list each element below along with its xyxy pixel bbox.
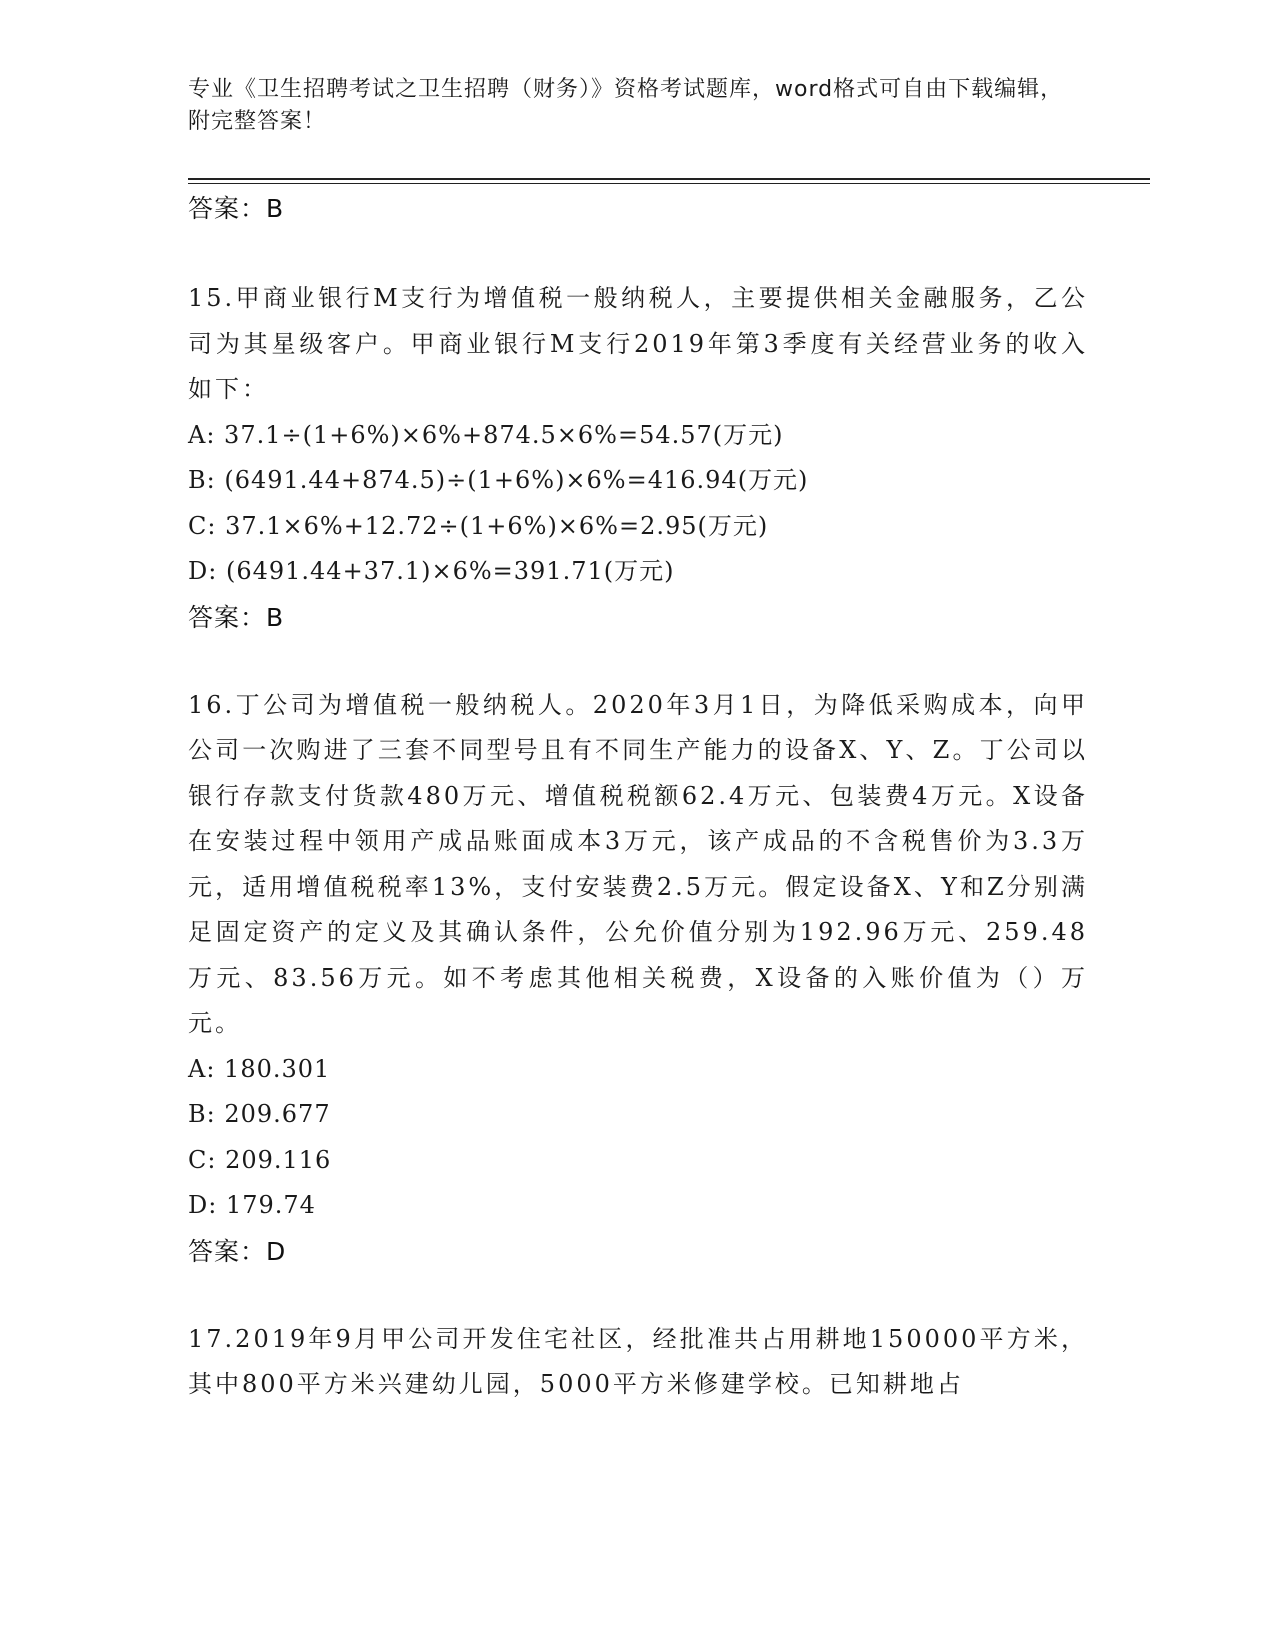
- document-body: [188, 186, 1088, 1408]
- header-divider-thin: [188, 183, 1150, 184]
- option-c: C: 209.116: [188, 1145, 332, 1174]
- question-16: [188, 683, 1088, 1275]
- question-17: [188, 1317, 1088, 1408]
- question-text: 16.丁公司为增值税一般纳税人。2020年3月1日，为降低采购成本，向甲公司一次购进了三套不同型号且有不同生产能力的设备X、Y、Z。丁公司以银行存款支付货款480万元、增值税税额62.4万元、包装费4万元。X设备在安装过程中领用产成品账面成本3万元，该产成品的不含税售价为3.3万元，适用增值税税率13%，支付安装费2.5万元。假定设备X、Y和Z分别满足固定资产的定义及其确认条件，公允价值分别为192.96万元、259.48万元、83.56万元。如不考虑其他相关税费，X设备的入账价值为（）万元。: [188, 690, 1088, 1037]
- option-b: B: (6491.44+874.5)÷(1+6%)×6%=416.94(万元): [188, 466, 809, 494]
- option-d: D: 179.74: [188, 1191, 316, 1219]
- option-d: D: (6491.44+37.1)×6%=391.71(万元): [188, 557, 675, 585]
- option-a: A: 180.301: [188, 1054, 331, 1083]
- question-text: 17.2019年9月甲公司开发住宅社区，经批准共占用耕地150000平方米，其中800平方米兴建幼儿园，5000平方米修建学校。已知耕地占: [188, 1324, 1088, 1398]
- option-c: C: 37.1×6%+12.72÷(1+6%)×6%=2.95(万元): [188, 511, 769, 540]
- question-15: [188, 276, 1088, 641]
- document-header: 专业《卫生招聘考试之卫生招聘（财务）》资格考试题库，word格式可自由下载编辑，附完整答案！: [188, 77, 1064, 134]
- header-divider-thick: [188, 178, 1150, 180]
- option-b: B: 209.677: [188, 1100, 331, 1128]
- option-a: A: 37.1÷(1+6%)×6%+874.5×6%=54.57(万元): [188, 420, 784, 449]
- question-answer: 答案：B: [188, 602, 285, 632]
- question-answer: 答案：D: [188, 1236, 287, 1266]
- previous-answer: 答案：B: [188, 194, 285, 223]
- question-text: 15.甲商业银行M支行为增值税一般纳税人，主要提供相关金融服务，乙公司为其星级客户。甲商业银行M支行2019年第3季度有关经营业务的收入如下：: [188, 284, 1088, 403]
